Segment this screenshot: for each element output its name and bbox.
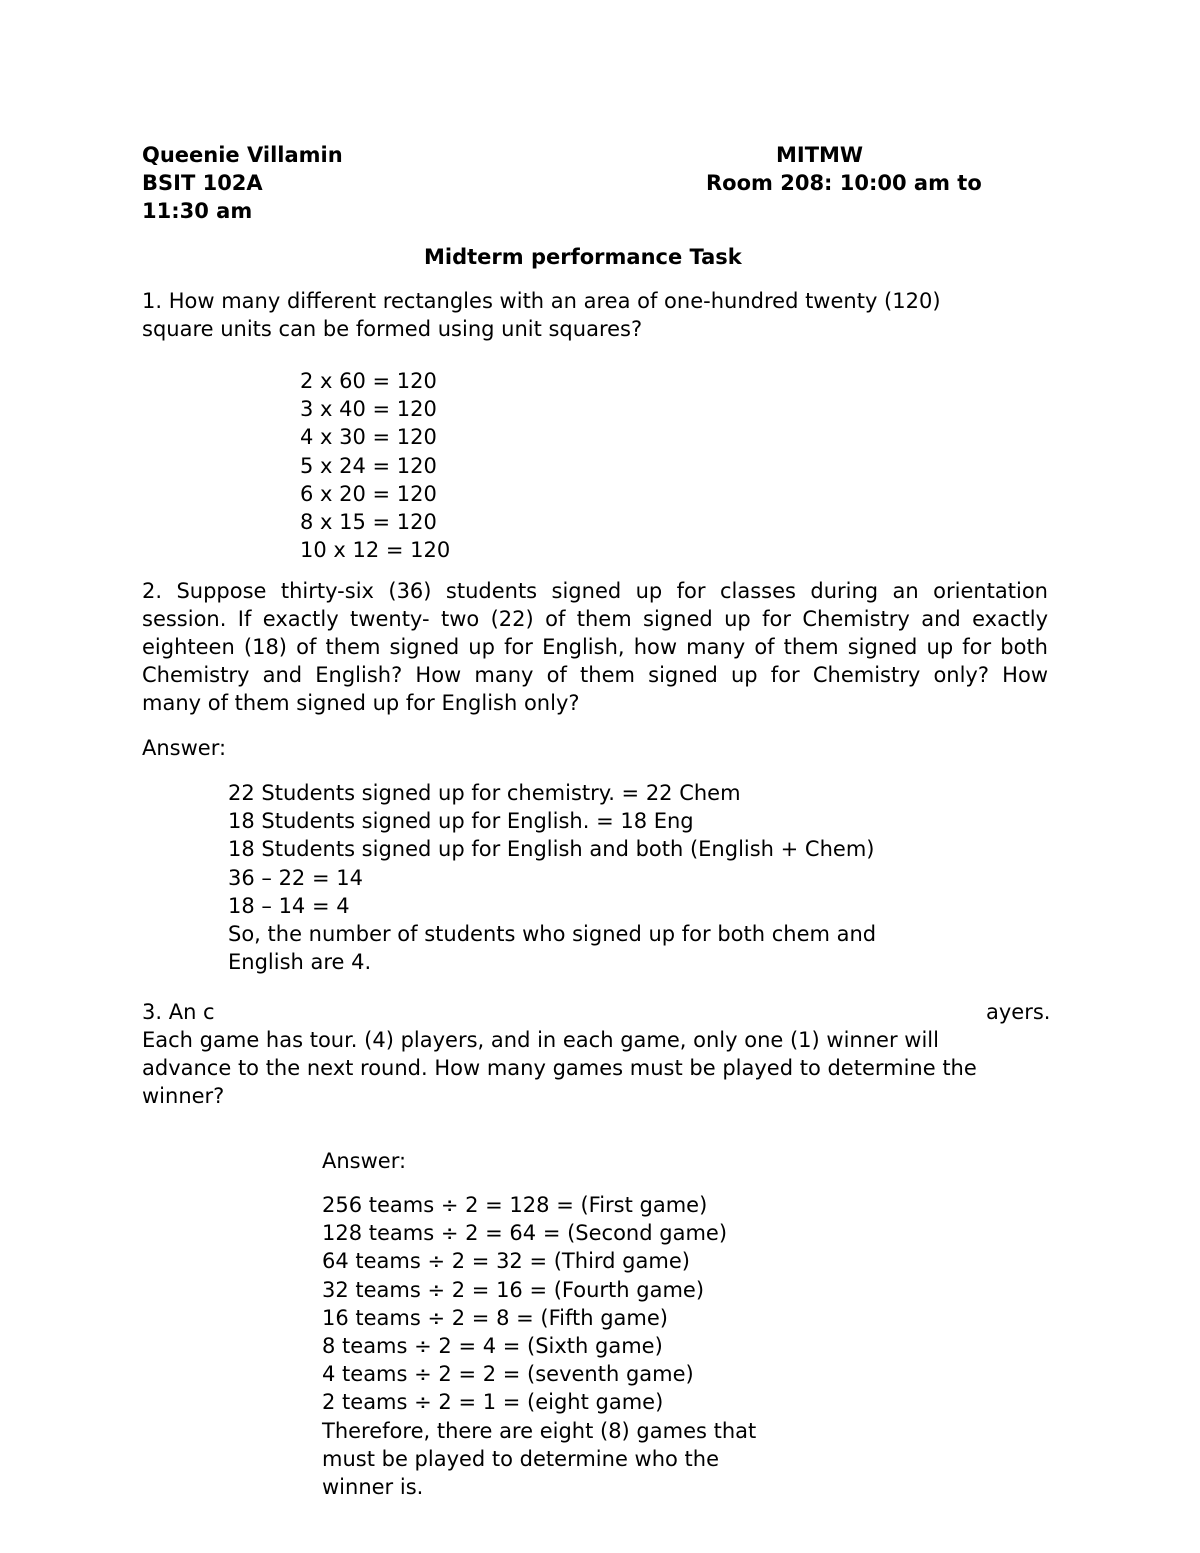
q3-question-line: winner? (142, 1084, 225, 1108)
q3-answer-line: 128 teams ÷ 2 = 64 = (Second game) (322, 1221, 728, 1246)
section-code: BSIT 102A (142, 171, 263, 195)
q2-answer-line: 36 – 22 = 14 (228, 865, 363, 890)
q1-solution-item: 3 x 40 = 120 (300, 397, 437, 422)
q3-answer-line: 4 teams ÷ 2 = 2 = (seventh game) (322, 1362, 694, 1387)
q1-solution-item: 10 x 12 = 120 (300, 538, 451, 563)
q1-solutions (300, 367, 450, 564)
q3-answer-line: 32 teams ÷ 2 = 16 = (Fourth game) (322, 1277, 705, 1302)
q2-question-line: Chemistry and English? How many of them signed up for Chemistry only? How (142, 663, 1048, 687)
q3-answer-line: winner is. (322, 1475, 424, 1500)
q2-answer-line: 18 Students signed up for English. = 18 Eng (228, 809, 694, 834)
q2-question-line: session. If exactly twenty- two (22) of them signed up for Chemistry and exactly (142, 607, 1048, 631)
q3-answer-label: Answer: (322, 1149, 407, 1173)
q2-answer-line: 18 Students signed up for English and both (English + Chem) (228, 837, 875, 862)
q2-answer-line: English are 4. (228, 950, 372, 975)
schedule-continued: 11:30 am (142, 199, 253, 223)
subject-code: MITMW (776, 143, 864, 167)
q3-answer-line: 64 teams ÷ 2 = 32 = (Third game) (322, 1249, 690, 1274)
q1-question-line: 1. How many different rectangles with an area of one-hundred twenty (120) (142, 289, 941, 313)
schedule: Room 208: 10:00 am to (706, 171, 982, 195)
q3-answer-line: 8 teams ÷ 2 = 4 = (Sixth game) (322, 1334, 663, 1359)
q2-answer-line: 18 – 14 = 4 (228, 893, 350, 918)
q1-solution-item: 4 x 30 = 120 (300, 425, 437, 450)
q2-answer-line: 22 Students signed up for chemistry. = 22 Chem (228, 781, 741, 805)
q3-answer-list (322, 1191, 756, 1501)
q3-answer-line: 16 teams ÷ 2 = 8 = (Fifth game) (322, 1305, 668, 1330)
page-title: Midterm performance Task (424, 245, 742, 269)
student-name: Queenie Villamin (142, 143, 343, 167)
q1-solution-item: 5 x 24 = 120 (300, 453, 437, 478)
q2-answer-list (228, 779, 876, 976)
q2-answer-line: So, the number of students who signed up for both chem and (228, 922, 877, 947)
q3-question-line-end: ayers. (986, 1000, 1051, 1024)
q3-question-line: advance to the next round. How many games must be played to determine the (142, 1056, 977, 1080)
q3-question-line: Each game has tour. (4) players, and in each game, only one (1) winner will (142, 1028, 939, 1052)
q3-answer-line: 2 teams ÷ 2 = 1 = (eight game) (322, 1390, 664, 1415)
q1-solution-item: 8 x 15 = 120 (300, 510, 437, 535)
q1-question-line: square units can be formed using unit squares? (142, 317, 643, 341)
q2-question-line: 2. Suppose thirty-six (36) students signed up for classes during an orientation (142, 579, 1048, 603)
q1-solution-item: 6 x 20 = 120 (300, 481, 437, 506)
q3-answer-line: Therefore, there are eight (8) games that (322, 1418, 757, 1443)
q1-solution-item: 2 x 60 = 120 (300, 369, 437, 393)
q2-question-line: eighteen (18) of them signed up for English, how many of them signed up for both (142, 635, 1048, 659)
q3-question-line-start: 3. An c (142, 1000, 215, 1024)
q3-answer-line: must be played to determine who the (322, 1446, 720, 1471)
q2-answer-label: Answer: (142, 736, 227, 760)
q3-answer-line: 256 teams ÷ 2 = 128 = (First game) (322, 1193, 708, 1217)
q2-question-line: many of them signed up for English only? (142, 691, 580, 715)
